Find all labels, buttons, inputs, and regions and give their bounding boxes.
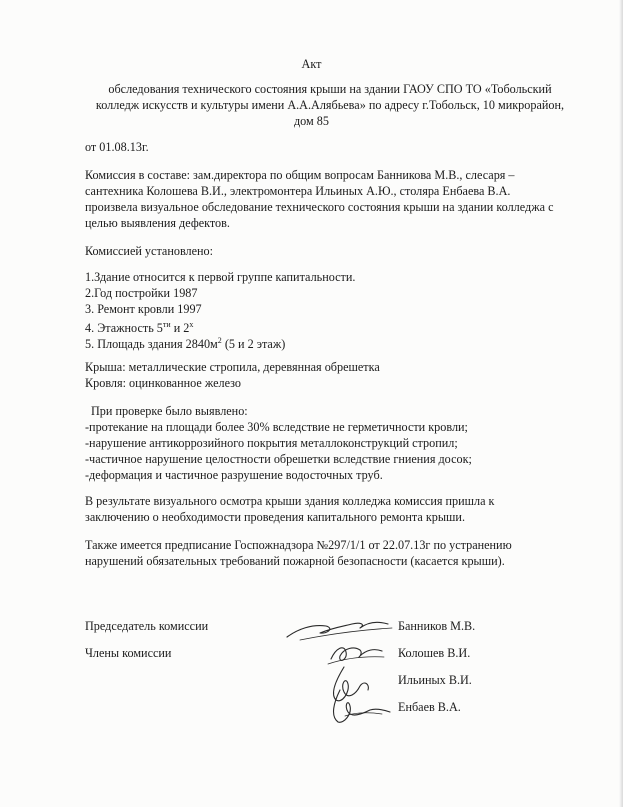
signer-name-4: Енбаев В.А. <box>398 700 461 714</box>
commission-line-3: произвела визуальное обследование технического состояния крыши на здании колледжа с <box>85 200 554 214</box>
roof-line-1: Крыша: металлические стропила, деревянная обрешетка <box>85 360 380 374</box>
document-title: Акт <box>301 57 322 71</box>
area-sup: 2 <box>217 336 222 345</box>
finding-2: -нарушение антикоррозийного покрытия металлоконструкций стропил; <box>85 436 458 450</box>
document-date: от 01.08.13г. <box>85 140 149 154</box>
signer-name-2: Колошев В.И. <box>398 646 471 660</box>
finding-3: -частичное нарушение целостности обрешетки вследствие гниения досок; <box>85 452 472 466</box>
order-line-2: нарушений обязательных требований пожарной безопасности (касается крыши). <box>85 554 505 568</box>
finding-1: -протекание на площади более 30% вследствие не герметичности кровли; <box>85 420 468 434</box>
floors-sup-1: ти <box>162 320 171 329</box>
signer-name-3: Ильиных В.И. <box>398 673 472 687</box>
fact-1: 1.Здание относится к первой группе капитальности. <box>85 270 356 284</box>
signature-2 <box>331 648 382 661</box>
floors-prefix: 4. Этажность 5 <box>85 321 163 335</box>
subtitle-line-2: колледж искусств и культуры имени А.А.Алябьева» по адресу г.Тобольск, 10 микрорайон, <box>95 98 565 112</box>
roof-line-2: Кровля: оцинкованное железо <box>85 376 241 390</box>
floors-middle: и 2 <box>170 321 190 335</box>
commission-line-1: Комиссия в составе: зам.директора по общим вопросам Банникова М.В., слесаря – <box>85 168 515 182</box>
subtitle-line-1: обследования технического состояния крыши на здании ГАОУ СПО ТО «Тобольский <box>108 82 552 96</box>
fact-3: 3. Ремонт кровли 1997 <box>85 302 202 316</box>
established-heading: Комиссией установлено: <box>85 244 214 258</box>
members-label: Члены комиссии <box>85 646 172 660</box>
commission-line-4: целью выявления дефектов. <box>85 216 230 230</box>
signature-3 <box>334 667 369 701</box>
chair-label: Председатель комиссии <box>85 619 209 633</box>
signer-name-1: Банников М.В. <box>398 619 476 633</box>
signature-4 <box>334 690 390 722</box>
finding-4: -деформация и частичное разрушение водосточных труб. <box>85 468 383 482</box>
floors-sup-2: х <box>189 320 194 329</box>
conclusion-line-2: заключению о необходимости проведения капитального ремонта крыши. <box>85 510 465 524</box>
subtitle-line-3: дом 85 <box>293 114 329 128</box>
commission-line-2: сантехника Колошева В.И., электромонтера Ильиных А.Ю., столяра Енбаева В.А. <box>85 184 511 198</box>
area-suffix: (5 и 2 этаж) <box>221 337 286 351</box>
fact-2: 2.Год постройки 1987 <box>85 286 198 300</box>
findings-heading: При проверке было выявлено: <box>91 404 248 418</box>
order-line-1: Также имеется предписание Госпожнадзора №297/1/1 от 22.07.13г по устранению <box>85 538 512 552</box>
area-prefix: 5. Площадь здания 2840м <box>85 337 218 351</box>
conclusion-line-1: В результате визуального осмотра крыши здания колледжа комиссия пришла к <box>85 494 495 508</box>
